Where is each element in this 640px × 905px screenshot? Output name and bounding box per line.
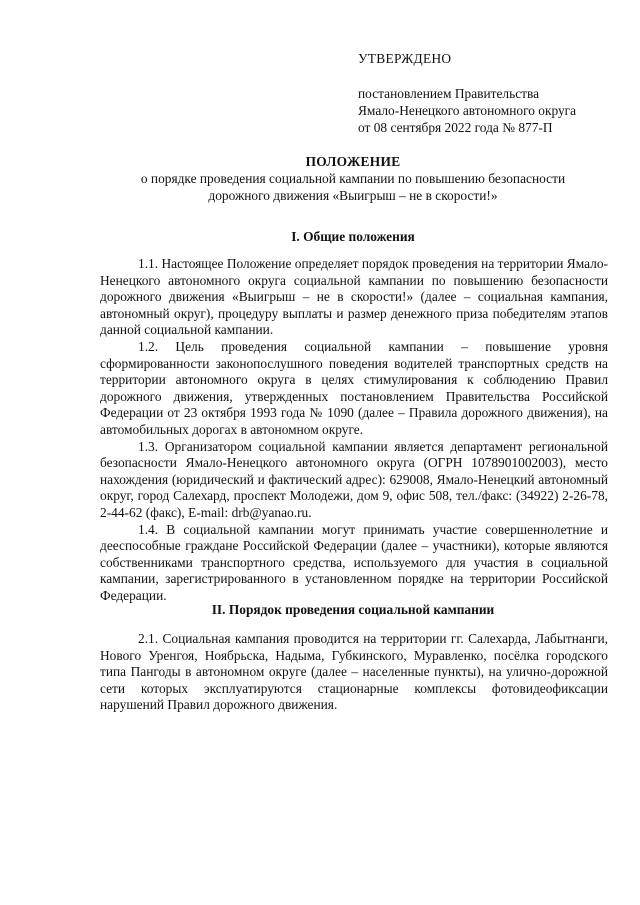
document-subtitle-line-2: дорожного движения «Выигрыш – не в скорости!» <box>208 188 498 203</box>
approval-line-1: постановлением Правительства <box>358 86 540 101</box>
paragraph-2-1: 2.1. Социальная кампания проводится на территории гг. Салехарда, Лабытнанги, Нового Уренгоя, Ноябрьска, Надыма, Губкинского, Муравленко, посёлка городского типа Пангоды в автономном округе (далее – населенные пункты), на улично-дорожной сети которых эксплуатируются стационарные комплексы фотовидеофиксации нарушений Правил дорожного движения. <box>100 631 608 713</box>
section-1-heading: I. Общие положения <box>291 229 415 244</box>
document-title-block <box>88 153 618 204</box>
paragraph-1-2: 1.2. Цель проведения социальной кампании – повышение уровня сформированности законопослушного поведения водителей транспортных средств на территории автономного округа в целях стимулирования к соблюдению Правил дорожного движения, утвержденных постановлением Правительства Российской Федерации от 23 октября 1993 года № 1090 (далее – Правила дорожного движения), на автомобильных дорогах в автономном округе. <box>100 338 608 437</box>
document-title: ПОЛОЖЕНИЕ <box>305 154 401 169</box>
approval-line-2: Ямало-Ненецкого автономного округа <box>358 103 577 118</box>
paragraph-1-1: 1.1. Настоящее Положение определяет порядок проведения на территории Ямало-Ненецкого автономного округа социальной кампании по повышению безопасности дорожного движения «Выигрыш – не в скорости!» (далее – социальная кампания, автономный округ), процедуру выплаты и размер денежного приза победителям этапов данной социальной кампании. <box>100 256 608 338</box>
paragraph-1-4: 1.4. В социальной кампании могут принимать участие совершеннолетние и дееспособные граждане Российской Федерации (далее – участники), которые являются собственниками транспортного средства, используемого для участия в социальной кампании, зарегистрированного в установленном порядке на территории Российской Федерации. <box>100 521 608 603</box>
section-2-body <box>100 631 608 714</box>
approval-label: УТВЕРЖДЕНО <box>358 51 452 66</box>
section-2-heading: II. Порядок проведения социальной кампании <box>211 602 495 617</box>
paragraph-1-3: 1.3. Организатором социальной кампании является департамент региональной безопасности Ямало-Ненецкого автономного округа (ОГРН 1078901002003), место нахождения (юридический и фактический адрес): 629008, Ямало-Ненецкий автономный округ, город Салехард, проспект Молодежи, дом 9, офис 508, тел./факс: (34922) 2-26-78, 2-44-62 (факс), E-mail: drb@yanao.ru. <box>100 438 608 520</box>
approval-line-3: от 08 сентября 2022 года № 877-П <box>358 120 553 135</box>
document-subtitle-line-1: о порядке проведения социальной кампании по повышению безопасности <box>140 171 566 186</box>
approval-stamp <box>358 50 628 136</box>
section-1-body <box>100 256 608 604</box>
